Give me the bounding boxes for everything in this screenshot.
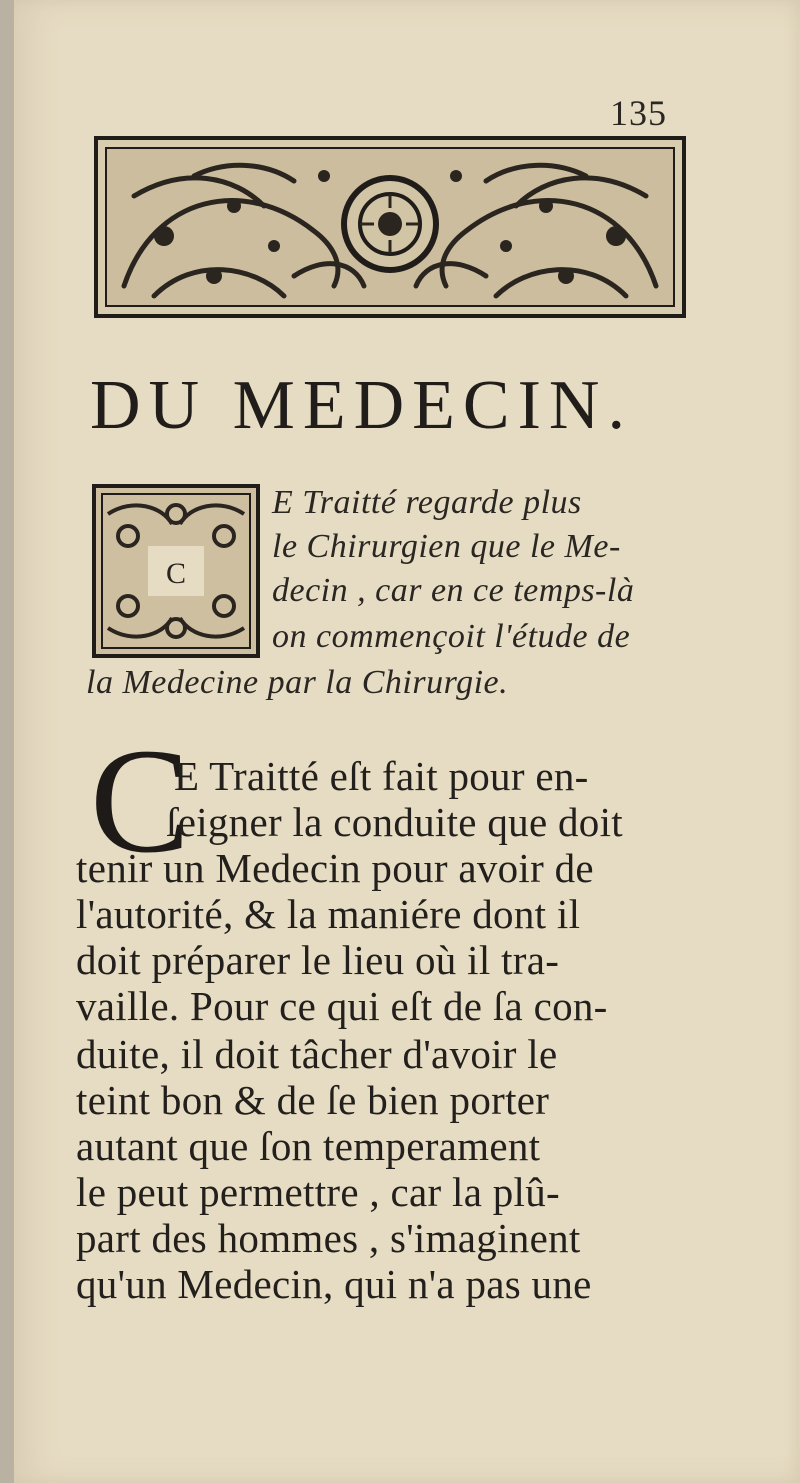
- ornate-initial-block: [92, 484, 260, 658]
- summary-line: le Chirurgien que le Me-: [272, 528, 621, 565]
- body-line: teint bon & de ſe bien porter: [76, 1077, 550, 1123]
- body-line: E Traitté eſt fait pour en-: [174, 753, 589, 799]
- body-line: l'autorité, & la maniére dont il: [76, 891, 581, 937]
- body-line: autant que ſon temperament: [76, 1123, 541, 1169]
- body-line: ſeigner la conduite que doit: [166, 799, 623, 845]
- body-line: doit préparer le lieu où il tra-: [76, 937, 560, 983]
- body-line: vaille. Pour ce qui eſt de ſa con-: [76, 983, 608, 1029]
- summary-line: E Traitté regarde plus: [272, 484, 582, 521]
- page-number: 135: [610, 93, 667, 133]
- body-line: qu'un Medecin, qui n'a pas une: [76, 1261, 592, 1307]
- body-line: le peut permettre , car la plû-: [76, 1169, 560, 1215]
- ornamental-headpiece: [94, 136, 686, 318]
- body-line: duite, il doit tâcher d'avoir le: [76, 1031, 558, 1077]
- drop-cap: C: [90, 718, 191, 884]
- chapter-title: DU MEDECIN.: [90, 367, 633, 444]
- book-page: [14, 0, 800, 1483]
- body-line: part des hommes , s'imaginent: [76, 1215, 581, 1261]
- summary-line: la Medecine par la Chirurgie.: [86, 664, 509, 701]
- ornate-initial-letter: C: [165, 557, 187, 590]
- body-line: tenir un Medecin pour avoir de: [76, 845, 594, 891]
- summary-line: decin , car en ce temps-là: [272, 572, 635, 609]
- summary-line: on commençoit l'étude de: [272, 618, 631, 655]
